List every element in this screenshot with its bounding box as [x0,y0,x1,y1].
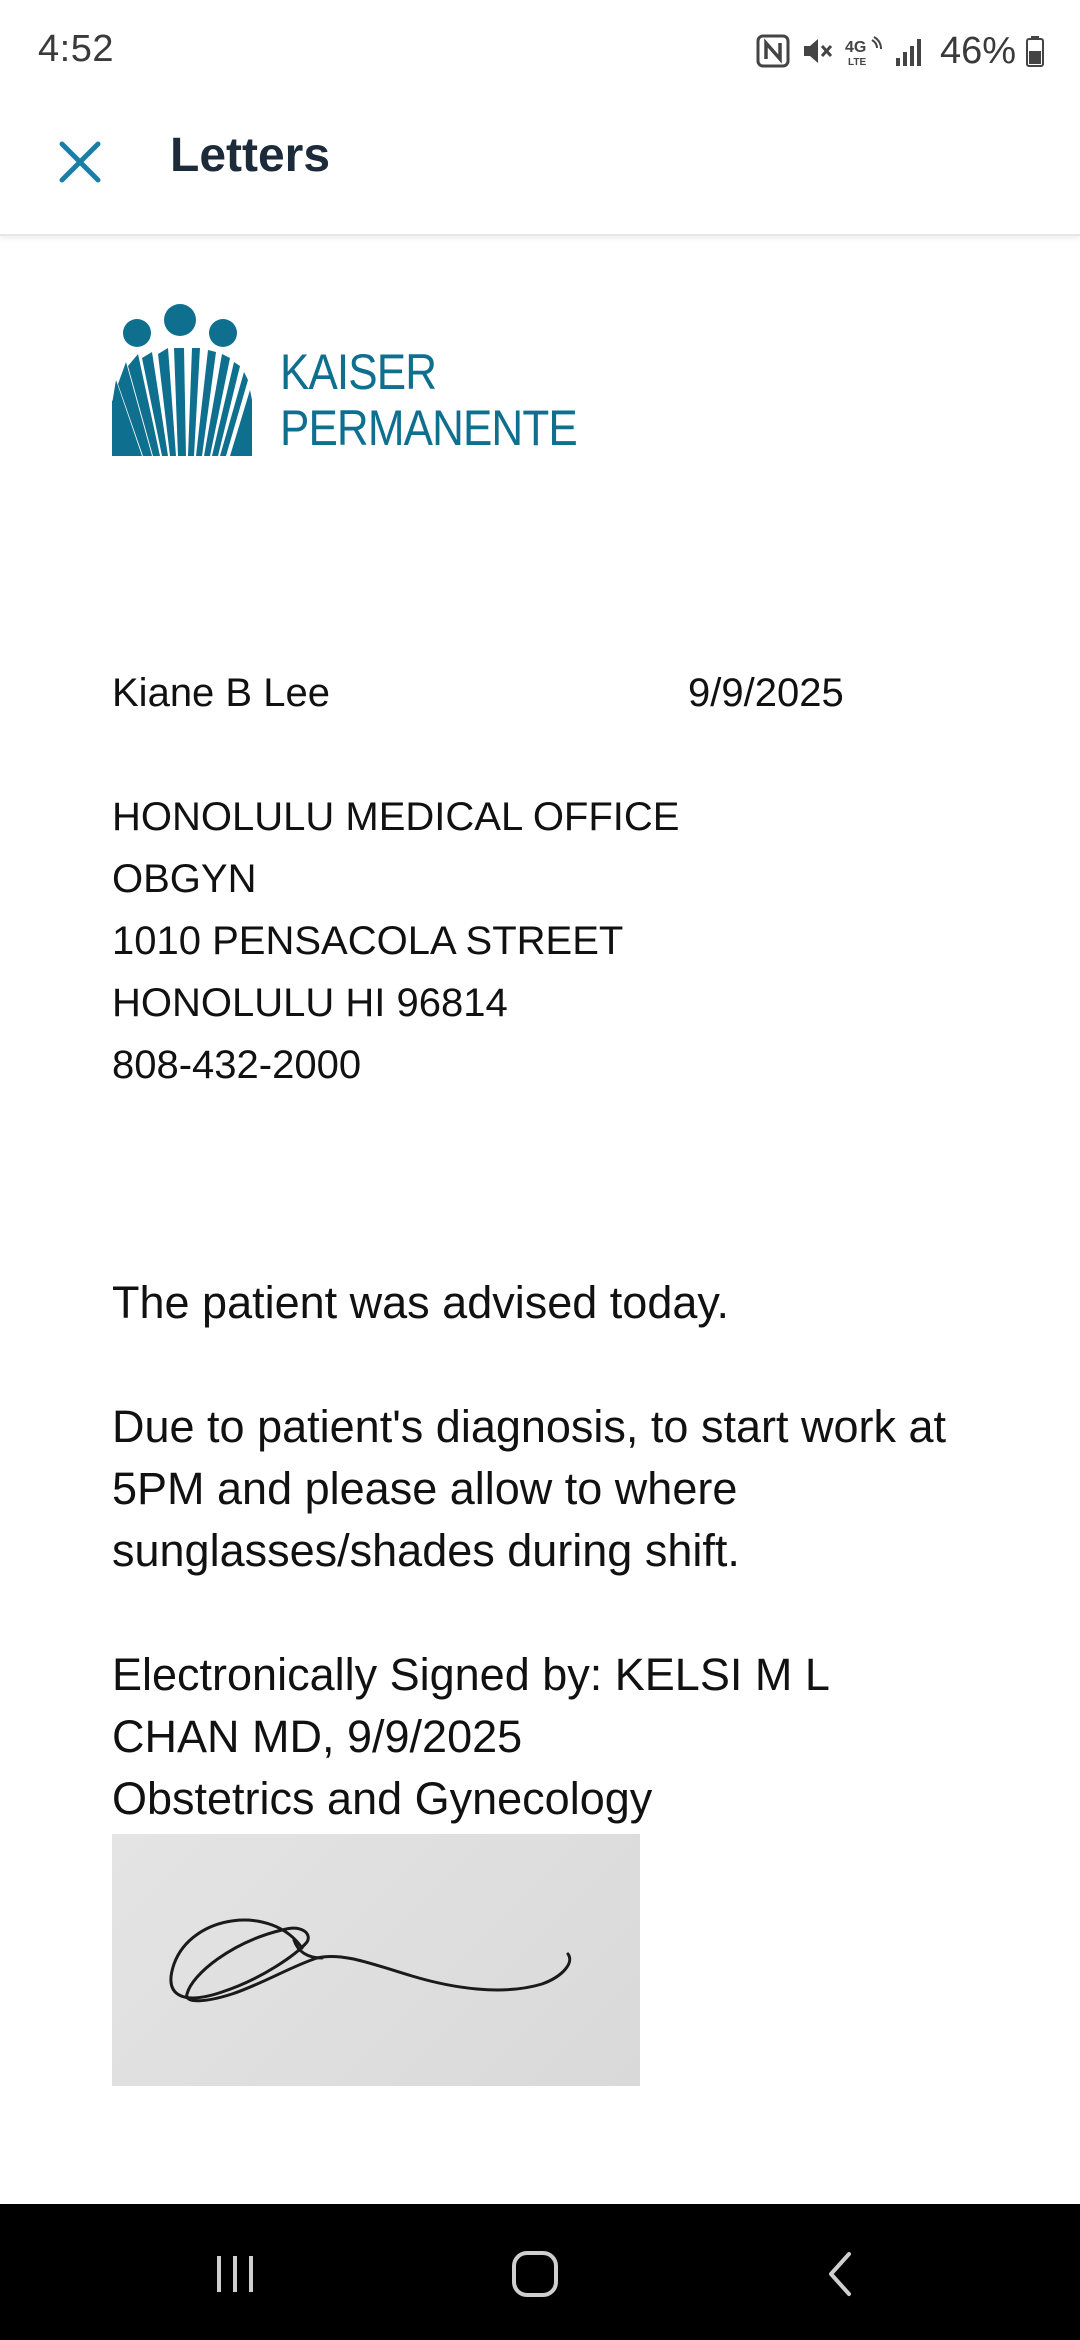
logo-line-permanente: PERMANENTE [280,400,577,456]
battery-percent: 46% [939,29,1016,72]
kaiser-logo-icon [112,300,252,460]
mute-icon [800,34,834,68]
status-icons [756,26,1044,76]
svg-text:4G: 4G [844,39,867,56]
logo-wordmark [280,344,577,456]
patient-name: Kiane B Lee [112,671,330,715]
back-icon [817,2250,865,2298]
svg-text:LTE: LTE [847,57,867,68]
recent-apps-button[interactable] [190,2244,280,2304]
home-icon [509,2248,561,2300]
signal-icon [894,34,926,68]
handwritten-signature [112,1834,640,2086]
back-button[interactable] [796,2244,886,2304]
address-line: HONOLULU MEDICAL OFFICE [112,795,680,839]
navigation-bar [0,2204,1080,2340]
address-line: HONOLULU HI 96814 [112,981,508,1025]
department: Obstetrics and Gynecology [112,1773,653,1824]
office-address [112,786,679,1096]
recent-apps-icon [211,2250,259,2298]
office-phone: 808-432-2000 [112,1043,362,1087]
close-icon [58,140,102,184]
kaiser-permanente-logo [112,300,592,470]
nfc-icon [756,34,790,68]
status-bar [0,0,1080,100]
logo-line-kaiser: KAISER [280,344,437,400]
signed-by: Electronically Signed by: KELSI M L CHAN MD, 9/9/2025 [112,1649,829,1762]
signature-image [112,1834,640,2086]
app-bar [0,100,1080,236]
diagnosis-instructions: Due to patient's diagnosis, to start work at 5PM and please allow to where sunglasses/shades during shift. [112,1401,947,1576]
4g-lte-icon [844,34,884,68]
address-line: 1010 PENSACOLA STREET [112,919,624,963]
page-title: Letters [170,129,331,182]
letter-date: 9/9/2025 [688,671,844,715]
home-button[interactable] [490,2244,580,2304]
address-line: OBGYN [112,857,257,901]
battery-icon [1026,35,1044,67]
status-time: 4:52 [38,28,114,70]
advised-statement: The patient was advised today. [112,1277,730,1328]
signature-block [112,1644,932,1830]
close-button[interactable] [40,122,120,202]
